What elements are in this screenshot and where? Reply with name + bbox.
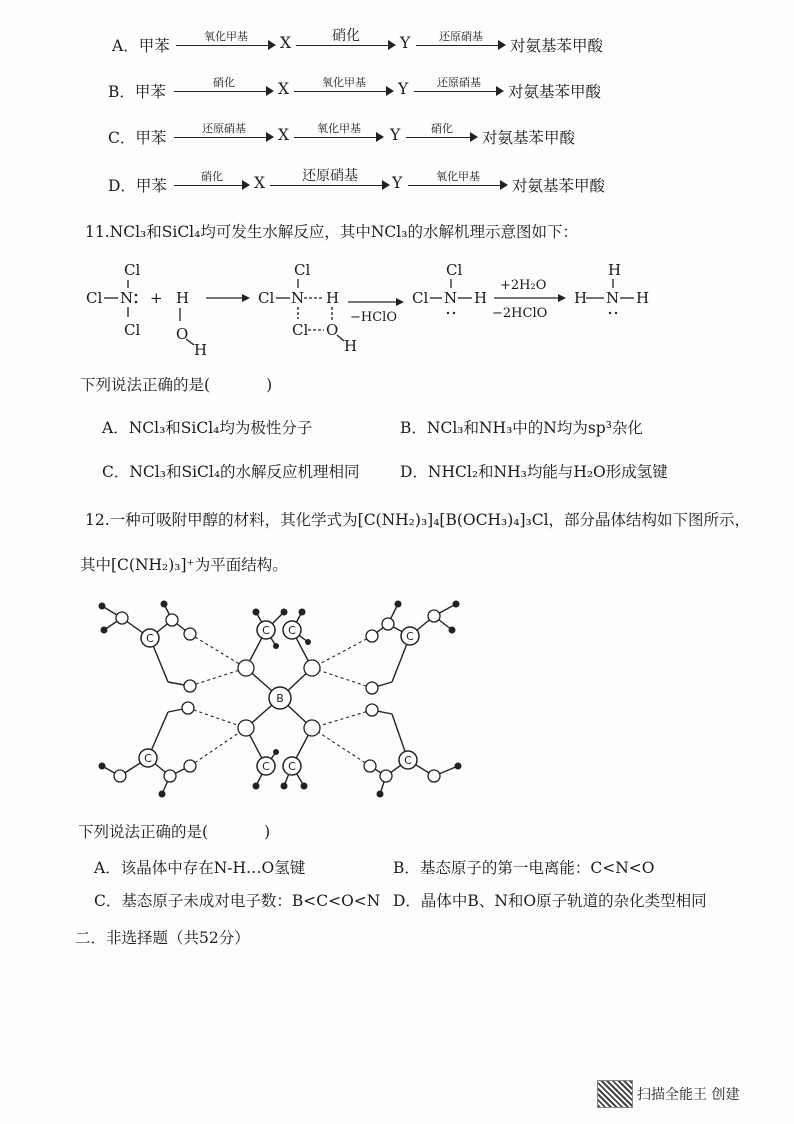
atom-c-label: C: [146, 632, 154, 645]
route-letter: A．甲苯: [112, 37, 170, 55]
product: 对氨基苯甲酸: [482, 129, 576, 147]
reaction-arrow: 硝化: [174, 168, 250, 198]
atom-h: H: [574, 289, 588, 307]
intermediate-x: X: [278, 80, 290, 98]
intermediate-y: Y: [390, 126, 401, 144]
atom-cl: Cl: [446, 261, 463, 279]
reaction-arrow: 硝化: [296, 28, 396, 58]
atom-h: H: [636, 289, 650, 307]
atom-c-label: C: [288, 624, 296, 637]
product: 对氨基苯甲酸: [510, 37, 604, 55]
atom-h: H: [194, 341, 208, 359]
intermediate-x: X: [278, 126, 290, 144]
q11-option-c[interactable]: C．NCl₃和SiCl₄的水解反应机理相同: [102, 463, 360, 481]
intermediate-y: Y: [392, 174, 403, 192]
atom-h: H: [176, 289, 190, 307]
question-12-prompt: 下列说法正确的是( ): [78, 823, 271, 841]
q12-option-d[interactable]: D．晶体中B、N和O原子轨道的杂化类型相同: [393, 892, 707, 910]
product: 对氨基苯甲酸: [508, 83, 602, 101]
route-d: [108, 168, 628, 198]
reaction-arrow: 氧化甲基: [408, 168, 508, 198]
route-a: [112, 28, 632, 58]
scanner-watermark: 扫描全能王 创建: [637, 1087, 740, 1103]
atom-cl: Cl: [294, 261, 311, 279]
q11-option-a[interactable]: A．NCl₃和SiCl₄均为极性分子: [102, 419, 313, 437]
q12-option-b[interactable]: B．基态原子的第一电离能：C<N<O: [393, 859, 655, 877]
atom-c-label: C: [406, 630, 414, 643]
atom-n: N: [606, 289, 620, 307]
atom-b-label: B: [276, 692, 284, 705]
product: 对氨基苯甲酸: [512, 177, 606, 195]
reaction-arrow: 氧化甲基: [294, 74, 394, 104]
atom-c-label: C: [144, 752, 152, 765]
atom-cl: Cl: [292, 321, 309, 339]
question-11-stem: 11.NCl₃和SiCl₄均可发生水解反应，其中NCl₃的水解机理示意图如下：: [85, 223, 578, 241]
crystal-structure-diagram: [80, 590, 500, 810]
q11-option-d[interactable]: D．NHCl₂和NH₃均能与H₂O形成氢键: [400, 463, 668, 481]
atom-h: H: [474, 289, 488, 307]
section-2-heading: 二．非选择题（共52分）: [75, 929, 250, 947]
reaction-arrow: 还原硝基: [414, 74, 504, 104]
atom-o: O: [326, 321, 339, 339]
step-label: −2HClO: [492, 306, 548, 321]
question-12-stem-2: 其中[C(NH₂)₃]⁺为平面结构。: [80, 556, 288, 574]
q12-option-a[interactable]: A．该晶体中存在N-H…O氢键: [94, 859, 306, 877]
reaction-arrow: 氧化甲基: [176, 28, 276, 58]
plus-sign: +: [150, 289, 163, 307]
reaction-arrow: 硝化: [174, 74, 274, 104]
reaction-arrow: 还原硝基: [174, 120, 274, 150]
atom-c-label: C: [262, 760, 270, 773]
scanner-logo-icon: [597, 1080, 633, 1108]
atom-cl: Cl: [124, 321, 141, 339]
step-label: −HClO: [350, 310, 397, 325]
step-label: +2H₂O: [500, 278, 547, 293]
intermediate-y: Y: [398, 80, 409, 98]
route-letter: B．甲苯: [108, 83, 166, 101]
reaction-arrow: 还原硝基: [270, 168, 390, 198]
atom-h: H: [344, 337, 358, 355]
atom-o: O: [176, 325, 189, 343]
atom-cl: Cl: [124, 261, 141, 279]
reaction-arrow: 还原硝基: [416, 28, 506, 58]
atom-n: N: [444, 289, 458, 307]
intermediate-x: X: [280, 34, 292, 52]
q11-option-b[interactable]: B．NCl₃和NH₃中的N均为sp³杂化: [400, 419, 643, 437]
route-letter: D．甲苯: [108, 177, 167, 195]
route-letter: C．甲苯: [108, 129, 167, 147]
atom-n: N: [120, 289, 134, 307]
atom-c-label: C: [262, 624, 270, 637]
atom-cl: Cl: [86, 289, 103, 307]
question-11-prompt: 下列说法正确的是( ): [80, 376, 273, 394]
atom-cl: Cl: [412, 289, 429, 307]
ncl3-hydrolysis-mechanism: [80, 255, 680, 365]
atom-c-label: C: [404, 754, 412, 767]
atom-c-label: C: [288, 760, 296, 773]
route-c: [108, 120, 628, 150]
route-b: [108, 74, 628, 104]
atom-cl: Cl: [258, 289, 275, 307]
question-12-stem: 12.一种可吸附甲醇的材料，其化学式为[C(NH₂)₃]₄[B(OCH₃)₄]₃Cl，部分晶体结构如下图所示，: [85, 511, 751, 529]
q12-option-c[interactable]: C．基态原子未成对电子数：B<C<O<N: [94, 892, 381, 910]
atom-n: N: [291, 289, 305, 307]
intermediate-x: X: [254, 174, 266, 192]
reaction-arrow: 氧化甲基: [294, 120, 384, 150]
atom-h: H: [326, 289, 340, 307]
intermediate-y: Y: [400, 34, 411, 52]
atom-h: H: [608, 261, 622, 279]
reaction-arrow: 硝化: [406, 120, 478, 150]
